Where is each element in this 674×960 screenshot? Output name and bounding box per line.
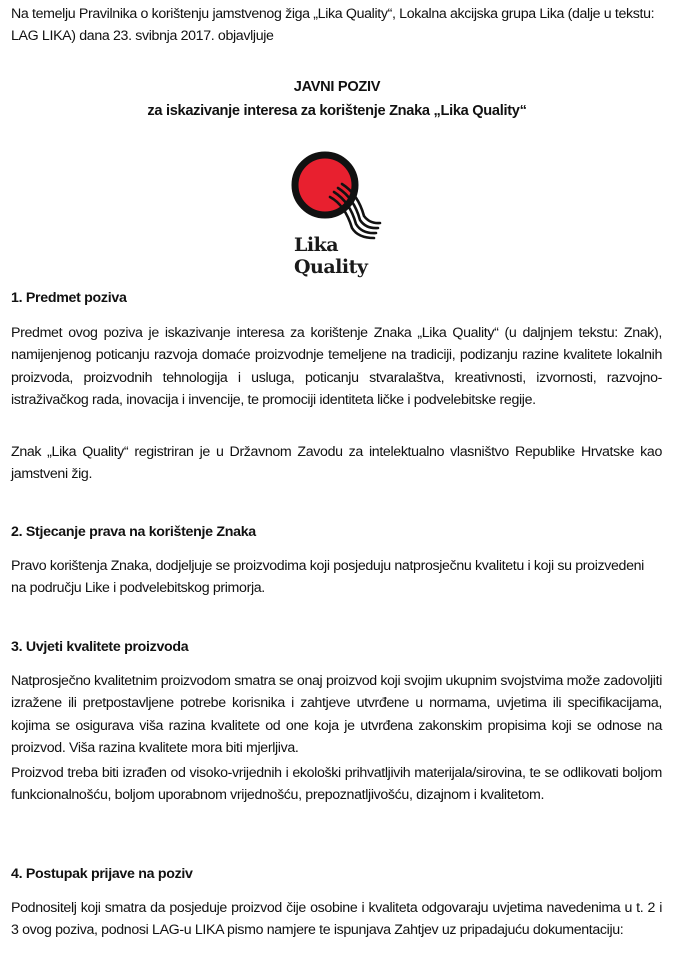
section-4-heading: 4. Postupak prijave na poziv	[11, 866, 193, 882]
section-1-paragraph-1: Predmet ovog poziva je iskazivanje interesa za korištenje Znaka „Lika Quality“ (u daljnjem tekstu: Znak), namijenjenog poticanju razvoja domaće proizvodnje temeljene na tradiciji, podizanju razine kvalitete lokalnih proizvoda, proizvodnih tehnologija i usluga, poticanju stvaralaštva, kreativnosti, izvornosti, razvojno-istraživačkog rada, inovacija i invencije, te promociji identiteta ličke i podvelebitske regije.	[11, 325, 662, 409]
document-subtitle: za iskazivanje interesa za korištenje Znaka „Lika Quality“	[147, 103, 527, 119]
logo-text-quality: Quality	[294, 256, 368, 278]
section-3-paragraph-2: Proizvod treba biti izrađen od visoko-vrijednih i ekološki prihvatljivih materijala/sirovina, te se odlikovati boljom funkcionalnošću, boljom uporabnom vrijednošću, prepoznatljivošću, dizajnom i kvalitetom.	[11, 765, 662, 804]
section-2-heading: 2. Stjecanje prava na korištenje Znaka	[11, 524, 256, 540]
intro-paragraph: Na temelju Pravilnika o korištenju jamstvenog žiga „Lika Quality“, Lokalna akcijska grupa Lika (dalje u tekstu: LAG LIKA) dana 23. svibnja 2017. objavljuje	[11, 6, 655, 45]
section-3-paragraph-1: Natprosječno kvalitetnim proizvodom smatra se onaj proizvod koji svojim ukupnim svojstvima može zadovoljiti izražene ili pretpostavljene potrebe korisnika i zahtjeve utvrđene u normama, uvjetima ili specifikacijama, kojima se osigurava viša razina kvalitete od one koja je utvrđena zakonskim propisima koji se odnose na proizvod. Viša razina kvalitete mora biti mjerljiva.	[11, 673, 662, 757]
logo-text-lika: Lika	[294, 234, 339, 256]
document-title: JAVNI POZIV	[293, 79, 381, 95]
section-2-paragraph-1: Pravo korištenja Znaka, dodjeljuje se proizvodima koji posjeduju natprosječnu kvalitetu i koji su proizvedeni na području Like i podvelebitskog primorja.	[11, 558, 644, 597]
section-1-paragraph-2: Znak „Lika Quality“ registriran je u Državnom Zavodu za intelektualno vlasništvo Republike Hrvatske kao jamstveni žig.	[11, 444, 662, 483]
section-4-paragraph-1: Podnositelj koji smatra da posjeduje proizvod čije osobine i kvaliteta odgovaraju uvjetima navedenima u t. 2 i 3 ovog poziva, podnosi LAG-u LIKA pismo namjere te ispunjava Zahtjev uz pripadajuću dokumentaciju:	[11, 900, 662, 939]
section-3-heading: 3. Uvjeti kvalitete proizvoda	[11, 639, 189, 655]
lika-quality-logo	[290, 150, 390, 290]
lika-quality-q-icon	[290, 150, 390, 245]
section-1-heading: 1. Predmet poziva	[11, 290, 127, 306]
